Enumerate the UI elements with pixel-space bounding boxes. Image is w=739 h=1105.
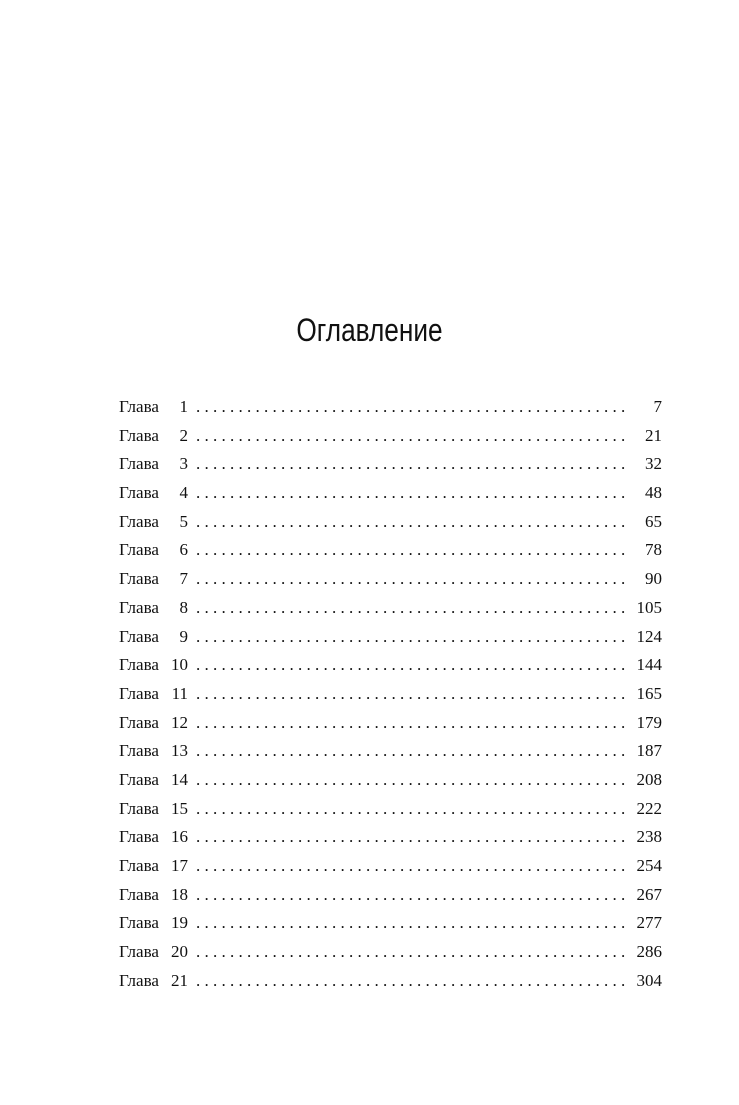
chapter-number: 11	[171, 683, 188, 703]
chapter-number: 8	[179, 597, 188, 617]
toc-entry	[119, 450, 662, 479]
chapter-number: 9	[179, 626, 188, 646]
dot-leader	[196, 422, 628, 451]
chapter-number: 13	[171, 741, 188, 761]
toc-entry	[119, 479, 662, 508]
chapter-number: 6	[179, 540, 188, 560]
toc-entry	[119, 737, 662, 766]
page-number: 21	[645, 425, 662, 445]
page-number: 187	[636, 741, 662, 761]
dot-leader	[196, 938, 628, 967]
toc-entry	[119, 623, 662, 652]
chapter-number: 17	[171, 856, 188, 875]
table-of-contents	[119, 393, 662, 995]
page-number: 7	[653, 397, 662, 416]
chapter-label: Глава	[119, 769, 159, 789]
dot-leader	[196, 623, 628, 652]
page-number: 48	[645, 483, 662, 503]
chapter-label: Глава	[119, 511, 159, 531]
dot-leader	[196, 536, 628, 565]
chapter-number: 20	[171, 942, 188, 962]
page-number: 78	[645, 540, 662, 560]
dot-leader	[196, 393, 628, 422]
page-number: 32	[645, 454, 662, 474]
page-number: 267	[636, 884, 662, 904]
toc-entry	[119, 967, 662, 996]
page-number: 144	[636, 655, 662, 675]
chapter-label: Глава	[119, 741, 159, 761]
dot-leader	[196, 909, 628, 938]
page-number: 179	[636, 712, 662, 732]
chapter-number: 21	[171, 970, 188, 990]
chapter-label: Глава	[119, 827, 159, 847]
toc-entry	[119, 709, 662, 738]
page-number: 277	[636, 913, 662, 933]
chapter-label: Глава	[119, 655, 159, 675]
toc-entry	[119, 766, 662, 795]
dot-leader	[196, 594, 628, 623]
dot-leader	[196, 795, 628, 824]
chapter-label: Глава	[119, 884, 159, 904]
page-number: 208	[636, 769, 662, 789]
dot-leader	[196, 450, 628, 479]
chapter-label: Глава	[119, 970, 159, 990]
page-number: 222	[636, 798, 662, 818]
dot-leader	[196, 709, 628, 738]
dot-leader	[196, 680, 628, 709]
chapter-label: Глава	[119, 683, 159, 703]
toc-entry	[119, 651, 662, 680]
page-number: 90	[645, 569, 662, 589]
chapter-number: 7	[179, 569, 188, 589]
toc-entry	[119, 881, 662, 910]
chapter-number: 4	[179, 483, 188, 503]
chapter-label: Глава	[119, 798, 159, 818]
dot-leader	[196, 766, 628, 795]
chapter-label: Глава	[119, 856, 159, 875]
chapter-number: 2	[179, 425, 188, 445]
chapter-number: 16	[171, 827, 188, 847]
toc-entry	[119, 565, 662, 594]
toc-entry	[119, 508, 662, 537]
page-number: 165	[636, 683, 662, 703]
toc-entry	[119, 852, 662, 881]
chapter-label: Глава	[119, 597, 159, 617]
toc-entry	[119, 594, 662, 623]
page-number: 238	[636, 827, 662, 847]
chapter-label: Глава	[119, 397, 159, 416]
dot-leader	[196, 881, 628, 910]
page-number: 304	[636, 970, 662, 990]
page-number: 65	[645, 511, 662, 531]
chapter-number: 10	[171, 655, 188, 675]
chapter-label: Глава	[119, 712, 159, 732]
chapter-label: Глава	[119, 626, 159, 646]
toc-entry	[119, 909, 662, 938]
toc-entry	[119, 680, 662, 709]
toc-entry	[119, 393, 662, 422]
chapter-number: 15	[171, 798, 188, 818]
chapter-number: 3	[179, 454, 188, 474]
chapter-label: Глава	[119, 425, 159, 445]
page-number: 286	[636, 942, 662, 962]
chapter-label: Глава	[119, 913, 159, 933]
page-title: Оглавление	[296, 312, 443, 348]
chapter-label: Глава	[119, 454, 159, 474]
chapter-number: 18	[171, 884, 188, 904]
toc-entry	[119, 422, 662, 451]
chapter-label: Глава	[119, 942, 159, 962]
chapter-label: Глава	[119, 483, 159, 503]
page-number: 105	[636, 597, 662, 617]
page-number: 124	[636, 626, 662, 646]
toc-entry	[119, 795, 662, 824]
chapter-label: Глава	[119, 540, 159, 560]
dot-leader	[196, 565, 628, 594]
page-number: 254	[636, 856, 662, 875]
dot-leader	[196, 651, 628, 680]
dot-leader	[196, 823, 628, 852]
toc-entry	[119, 823, 662, 852]
chapter-label: Глава	[119, 569, 159, 589]
chapter-number: 14	[171, 769, 188, 789]
chapter-number: 1	[179, 397, 188, 416]
dot-leader	[196, 967, 628, 996]
chapter-number: 5	[179, 511, 188, 531]
chapter-number: 12	[171, 712, 188, 732]
dot-leader	[196, 479, 628, 508]
toc-entry	[119, 536, 662, 565]
dot-leader	[196, 737, 628, 766]
dot-leader	[196, 852, 628, 881]
toc-entry	[119, 938, 662, 967]
chapter-number: 19	[171, 913, 188, 933]
dot-leader	[196, 508, 628, 537]
